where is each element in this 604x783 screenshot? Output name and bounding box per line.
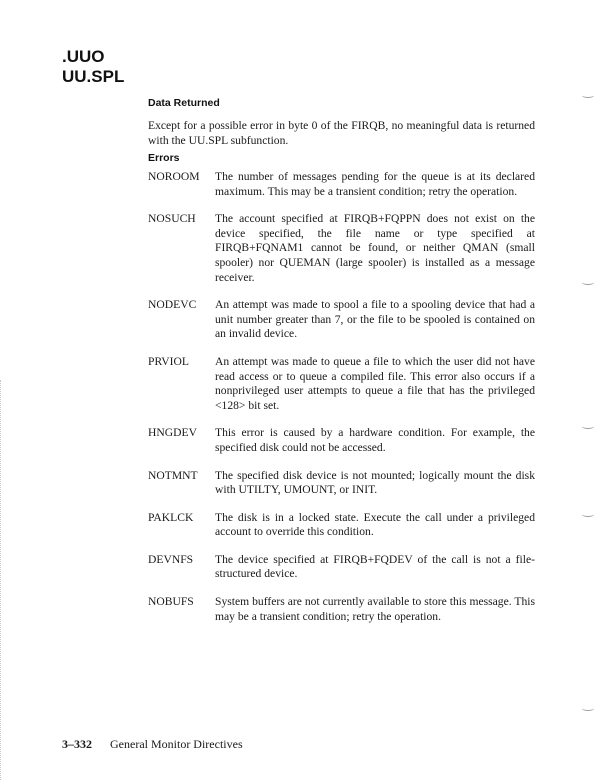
error-description: The number of messages pending for the queue is at its declared maximum. This may be a transient condition; retry the operation. [215, 170, 535, 198]
error-description: System buffers are not currently available to store this message. This may be a transient condition; retry the operation. [215, 595, 535, 623]
margin-binding-mark [582, 706, 594, 711]
error-row [148, 298, 535, 342]
error-description: The specified disk device is not mounted; logically mount the disk with UTILTY, UMOUNT, or INIT. [215, 468, 535, 497]
error-row [148, 511, 535, 540]
margin-binding-mark [582, 93, 594, 98]
footer-section-title: General Monitor Directives [110, 737, 243, 751]
header-subfunction-name: UU.SPL [62, 67, 125, 86]
error-code: PAKLCK [148, 510, 194, 524]
page-number: 3–332 [62, 737, 92, 751]
scan-edge-divider [0, 380, 3, 780]
errors-heading: Errors [148, 152, 180, 164]
error-row [148, 426, 535, 455]
error-list [148, 170, 535, 637]
data-returned-heading: Data Returned [148, 97, 220, 109]
error-description: This error is caused by a hardware condition. For example, the specified disk could not be accessed. [215, 426, 535, 454]
page-footer [62, 737, 243, 752]
data-returned-text: Except for a possible error in byte 0 of the FIRQB, no meaningful data is returned with the UU.SPL subfunction. [148, 119, 535, 147]
error-description: An attempt was made to queue a file to which the user did not have read access or to queue a compiled file. This error also occurs if a nonprivileged user attempts to queue a file that has the privileged <128> bit set. [215, 354, 535, 412]
error-row [148, 170, 535, 199]
error-row [148, 355, 535, 413]
error-code: NOROOM [148, 170, 200, 183]
error-code: NOTMNT [148, 468, 198, 482]
error-description: The device specified at FIRQB+FQDEV of the call is not a file-structured device. [215, 552, 535, 581]
error-row [148, 553, 535, 582]
error-row [148, 212, 535, 285]
margin-binding-mark [582, 280, 594, 285]
margin-binding-mark [582, 424, 594, 429]
error-description: An attempt was made to spool a file to a spooling device that had a unit number greater than 7, or the file to be spooled is contained on an invalid device. [215, 298, 535, 341]
error-description: The disk is in a locked state. Execute the call under a privileged account to override this condition. [215, 510, 535, 539]
error-description: The account specified at FIRQB+FQPPN does not exist on the device specified, the file name or type specified at FIRQB+FQNAM1 cannot be found, or neither QMAN (small spooler) nor QUEMAN (large spooler) is installed as a message receiver. [215, 212, 535, 284]
error-row [148, 469, 535, 498]
error-code: NOSUCH [148, 212, 196, 226]
error-code: NOBUFS [148, 595, 194, 609]
error-code: HNGDEV [148, 426, 197, 440]
page-header [62, 47, 124, 87]
header-directive-name: .UUO [62, 47, 105, 66]
error-code: PRVIOL [148, 354, 189, 368]
error-code: DEVNFS [148, 552, 194, 566]
error-row [148, 595, 535, 624]
error-code: NODEVC [148, 298, 197, 312]
margin-binding-mark [582, 512, 594, 517]
